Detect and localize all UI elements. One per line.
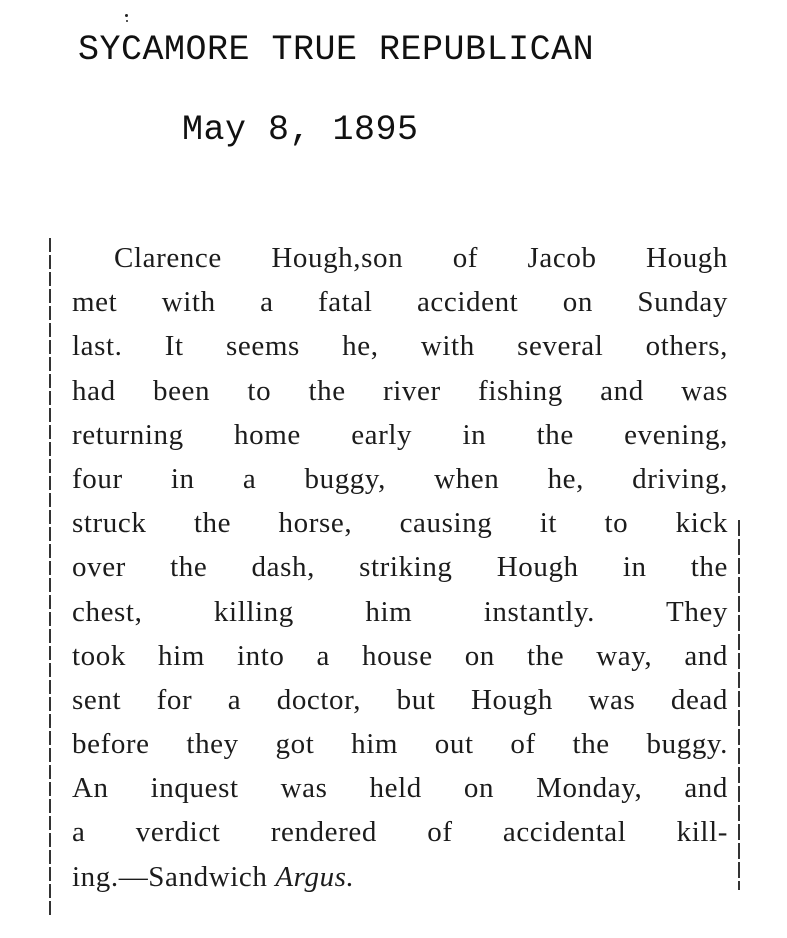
article-line: struck the horse, causing it to kick	[72, 507, 728, 540]
print-speck	[126, 20, 128, 22]
article-line: a verdict rendered of accidental kill-	[72, 816, 728, 849]
article-line: met with a fatal accident on Sunday	[72, 286, 728, 319]
article-line: sent for a doctor, but Hough was dead	[72, 683, 728, 716]
column-rule-right	[738, 520, 740, 890]
article-line: Clarence Hough,son of Jacob Hough	[114, 242, 728, 274]
publication-date: May 8, 1895	[182, 110, 419, 150]
article-line: over the dash, striking Hough in the	[72, 551, 728, 584]
source-newspaper-name: Argus.	[275, 860, 355, 893]
article-line: before they got him out of the buggy.	[72, 728, 728, 761]
article-line: four in a buggy, when he, driving,	[72, 462, 728, 495]
article-line: had been to the river fishing and was	[72, 374, 728, 407]
article-body	[72, 236, 728, 899]
article-line: took him into a house on the way, and	[72, 639, 728, 672]
article-last-line	[72, 855, 728, 899]
print-speck	[125, 14, 128, 17]
article-line: last. It seems he, with several others,	[72, 330, 728, 363]
article-line: An inquest was held on Monday, and	[72, 772, 728, 805]
column-rule-left	[49, 238, 51, 918]
newspaper-title: SYCAMORE TRUE REPUBLICAN	[78, 30, 595, 70]
article-line: chest, killing him instantly. They	[72, 595, 728, 628]
article-line: returning home early in the evening,	[72, 418, 728, 451]
article-line-text: ing.—Sandwich	[72, 860, 276, 893]
